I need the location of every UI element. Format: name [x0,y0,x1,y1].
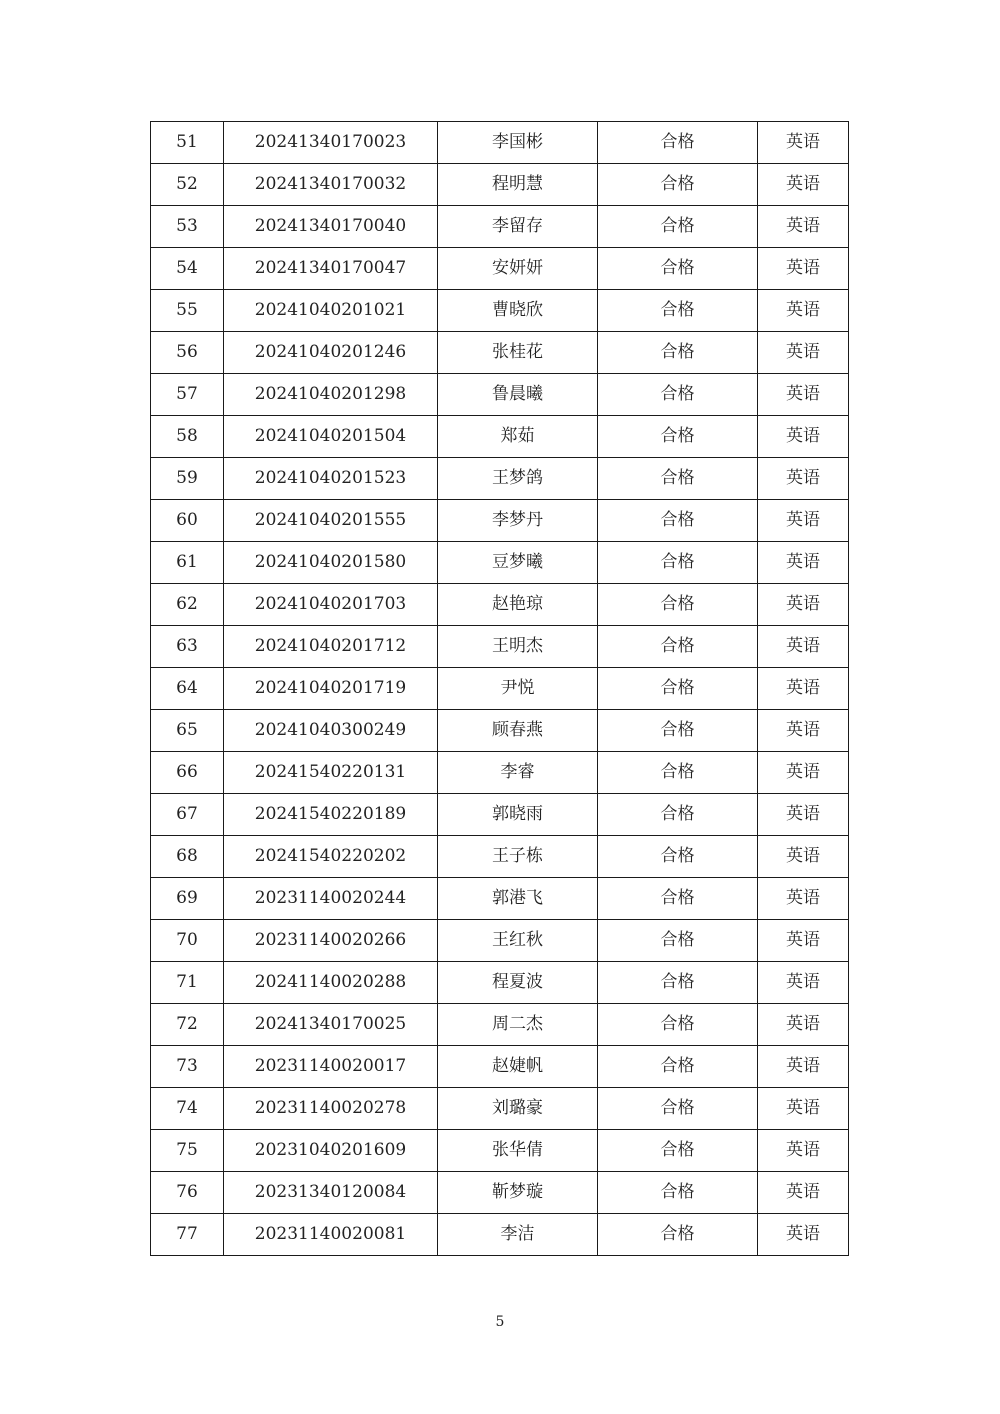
subject-cell: 英语 [758,794,849,836]
candidate-name-cell: 刘璐豪 [438,1088,598,1130]
candidate-id-cell: 20241040201298 [224,374,438,416]
table-row [151,1046,849,1088]
candidate-id-cell: 20241040201703 [224,584,438,626]
candidate-id-cell: 20241340170023 [224,122,438,164]
result-cell: 合格 [598,248,758,290]
table-row [151,374,849,416]
result-cell: 合格 [598,752,758,794]
candidate-id-cell: 20241040201580 [224,542,438,584]
candidate-id-cell: 20231140020266 [224,920,438,962]
subject-cell: 英语 [758,668,849,710]
candidate-id-cell: 20241040201555 [224,500,438,542]
row-number-cell: 57 [151,374,224,416]
table-row [151,1214,849,1256]
row-number-cell: 65 [151,710,224,752]
results-table-body [151,122,849,1256]
candidate-name-cell: 王红秋 [438,920,598,962]
result-cell: 合格 [598,962,758,1004]
candidate-id-cell: 20241540220189 [224,794,438,836]
table-row [151,332,849,374]
table-row [151,1172,849,1214]
candidate-id-cell: 20241040201021 [224,290,438,332]
table-row [151,794,849,836]
row-number-cell: 52 [151,164,224,206]
result-cell: 合格 [598,458,758,500]
candidate-name-cell: 曹晓欣 [438,290,598,332]
row-number-cell: 77 [151,1214,224,1256]
table-row [151,1004,849,1046]
row-number-cell: 61 [151,542,224,584]
row-number-cell: 69 [151,878,224,920]
candidate-name-cell: 李睿 [438,752,598,794]
candidate-name-cell: 周二杰 [438,1004,598,1046]
candidate-id-cell: 20241340170047 [224,248,438,290]
subject-cell: 英语 [758,962,849,1004]
candidate-id-cell: 20231340120084 [224,1172,438,1214]
result-cell: 合格 [598,668,758,710]
result-cell: 合格 [598,836,758,878]
subject-cell: 英语 [758,626,849,668]
result-cell: 合格 [598,1088,758,1130]
table-row [151,752,849,794]
row-number-cell: 53 [151,206,224,248]
candidate-id-cell: 20241040201712 [224,626,438,668]
subject-cell: 英语 [758,416,849,458]
row-number-cell: 55 [151,290,224,332]
candidate-name-cell: 郑茹 [438,416,598,458]
result-cell: 合格 [598,416,758,458]
candidate-name-cell: 李留存 [438,206,598,248]
candidate-name-cell: 王子栋 [438,836,598,878]
table-row [151,416,849,458]
candidate-id-cell: 20241040300249 [224,710,438,752]
table-row [151,248,849,290]
table-row [151,1130,849,1172]
candidate-id-cell: 20241540220131 [224,752,438,794]
subject-cell: 英语 [758,1088,849,1130]
candidate-name-cell: 郭港飞 [438,878,598,920]
candidate-id-cell: 20241340170025 [224,1004,438,1046]
candidate-name-cell: 豆梦曦 [438,542,598,584]
table-row [151,668,849,710]
result-cell: 合格 [598,878,758,920]
row-number-cell: 56 [151,332,224,374]
table-row [151,290,849,332]
result-cell: 合格 [598,1046,758,1088]
candidate-id-cell: 20241540220202 [224,836,438,878]
candidate-id-cell: 20241140020288 [224,962,438,1004]
candidate-name-cell: 李国彬 [438,122,598,164]
subject-cell: 英语 [758,1004,849,1046]
table-row [151,164,849,206]
result-cell: 合格 [598,290,758,332]
row-number-cell: 72 [151,1004,224,1046]
table-row [151,500,849,542]
row-number-cell: 60 [151,500,224,542]
candidate-name-cell: 李梦丹 [438,500,598,542]
subject-cell: 英语 [758,542,849,584]
candidate-name-cell: 赵婕帆 [438,1046,598,1088]
table-row [151,122,849,164]
row-number-cell: 67 [151,794,224,836]
candidate-name-cell: 李洁 [438,1214,598,1256]
candidate-name-cell: 王梦鸽 [438,458,598,500]
result-cell: 合格 [598,710,758,752]
row-number-cell: 70 [151,920,224,962]
subject-cell: 英语 [758,920,849,962]
subject-cell: 英语 [758,164,849,206]
subject-cell: 英语 [758,122,849,164]
result-cell: 合格 [598,1004,758,1046]
subject-cell: 英语 [758,332,849,374]
result-cell: 合格 [598,1130,758,1172]
table-row [151,542,849,584]
candidate-name-cell: 程夏波 [438,962,598,1004]
candidate-id-cell: 20231140020244 [224,878,438,920]
subject-cell: 英语 [758,752,849,794]
candidate-id-cell: 20241040201523 [224,458,438,500]
subject-cell: 英语 [758,1046,849,1088]
row-number-cell: 71 [151,962,224,1004]
result-cell: 合格 [598,164,758,206]
result-cell: 合格 [598,332,758,374]
page-number: 5 [495,1314,505,1330]
table-row [151,920,849,962]
candidate-name-cell: 王明杰 [438,626,598,668]
table-row [151,206,849,248]
row-number-cell: 75 [151,1130,224,1172]
table-row [151,458,849,500]
subject-cell: 英语 [758,1130,849,1172]
result-cell: 合格 [598,626,758,668]
table-row [151,626,849,668]
subject-cell: 英语 [758,878,849,920]
candidate-id-cell: 20231040201609 [224,1130,438,1172]
subject-cell: 英语 [758,206,849,248]
row-number-cell: 59 [151,458,224,500]
candidate-id-cell: 20241040201246 [224,332,438,374]
candidate-id-cell: 20241340170032 [224,164,438,206]
subject-cell: 英语 [758,584,849,626]
candidate-name-cell: 张华倩 [438,1130,598,1172]
candidate-id-cell: 20241040201504 [224,416,438,458]
result-cell: 合格 [598,122,758,164]
subject-cell: 英语 [758,248,849,290]
row-number-cell: 64 [151,668,224,710]
row-number-cell: 62 [151,584,224,626]
candidate-name-cell: 程明慧 [438,164,598,206]
row-number-cell: 73 [151,1046,224,1088]
result-cell: 合格 [598,206,758,248]
row-number-cell: 58 [151,416,224,458]
candidate-id-cell: 20241040201719 [224,668,438,710]
result-cell: 合格 [598,1214,758,1256]
candidate-id-cell: 20231140020017 [224,1046,438,1088]
candidate-name-cell: 郭晓雨 [438,794,598,836]
subject-cell: 英语 [758,1214,849,1256]
table-row [151,584,849,626]
subject-cell: 英语 [758,1172,849,1214]
result-cell: 合格 [598,584,758,626]
result-cell: 合格 [598,794,758,836]
subject-cell: 英语 [758,290,849,332]
row-number-cell: 51 [151,122,224,164]
result-cell: 合格 [598,920,758,962]
subject-cell: 英语 [758,836,849,878]
candidate-name-cell: 安妍妍 [438,248,598,290]
result-cell: 合格 [598,1172,758,1214]
result-cell: 合格 [598,374,758,416]
subject-cell: 英语 [758,458,849,500]
row-number-cell: 66 [151,752,224,794]
results-table [150,121,849,1256]
candidate-name-cell: 尹悦 [438,668,598,710]
candidate-name-cell: 张桂花 [438,332,598,374]
table-row [151,962,849,1004]
candidate-name-cell: 顾春燕 [438,710,598,752]
result-cell: 合格 [598,500,758,542]
candidate-id-cell: 20231140020278 [224,1088,438,1130]
subject-cell: 英语 [758,710,849,752]
row-number-cell: 74 [151,1088,224,1130]
table-row [151,836,849,878]
candidate-name-cell: 赵艳琼 [438,584,598,626]
candidate-name-cell: 靳梦璇 [438,1172,598,1214]
table-row [151,710,849,752]
subject-cell: 英语 [758,500,849,542]
result-cell: 合格 [598,542,758,584]
table-row [151,1088,849,1130]
candidate-id-cell: 20241340170040 [224,206,438,248]
subject-cell: 英语 [758,374,849,416]
candidate-name-cell: 鲁晨曦 [438,374,598,416]
row-number-cell: 68 [151,836,224,878]
row-number-cell: 63 [151,626,224,668]
candidate-id-cell: 20231140020081 [224,1214,438,1256]
row-number-cell: 54 [151,248,224,290]
table-row [151,878,849,920]
row-number-cell: 76 [151,1172,224,1214]
